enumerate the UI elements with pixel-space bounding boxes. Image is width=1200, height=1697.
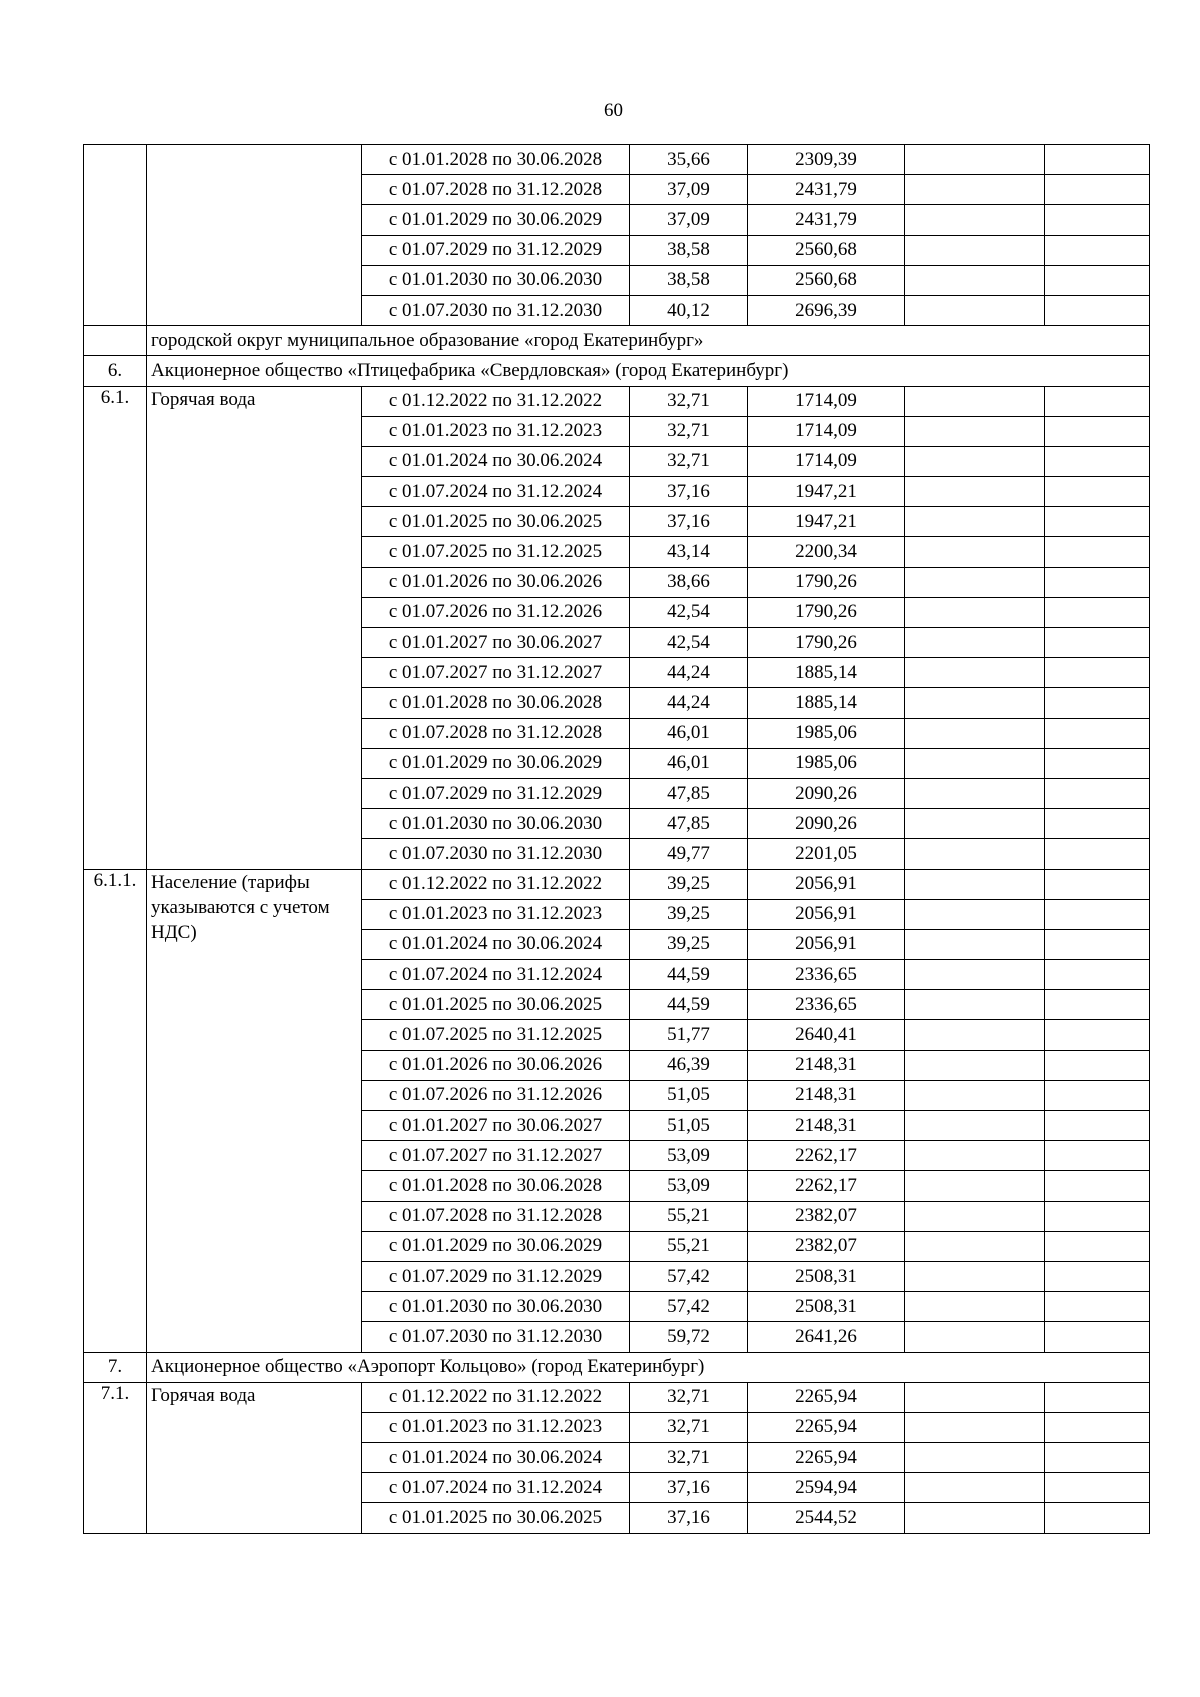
section-heading: городской округ муниципальное образование «город Екатеринбург» xyxy=(147,326,1150,356)
empty-cell-1 xyxy=(905,597,1045,627)
value-cell-1: 53,09 xyxy=(630,1171,748,1201)
value-cell-1: 55,21 xyxy=(630,1231,748,1261)
empty-cell-2 xyxy=(1045,1231,1150,1261)
period-cell: с 01.01.2029 по 30.06.2029 xyxy=(362,1231,630,1261)
period-cell: с 01.01.2025 по 30.06.2025 xyxy=(362,1503,630,1533)
table-row xyxy=(84,1382,1150,1412)
value-cell-2: 2090,26 xyxy=(748,809,905,839)
empty-cell-2 xyxy=(1045,1111,1150,1141)
item-name: Горячая вода xyxy=(147,386,362,869)
period-cell: с 01.01.2029 по 30.06.2029 xyxy=(362,748,630,778)
value-cell-2: 2640,41 xyxy=(748,1020,905,1050)
value-cell-1: 39,25 xyxy=(630,899,748,929)
value-cell-1: 55,21 xyxy=(630,1201,748,1231)
section-number xyxy=(84,326,147,356)
empty-cell-2 xyxy=(1045,477,1150,507)
period-cell: с 01.07.2024 по 31.12.2024 xyxy=(362,960,630,990)
period-cell: с 01.07.2030 по 31.12.2030 xyxy=(362,1322,630,1352)
value-cell-1: 53,09 xyxy=(630,1141,748,1171)
value-cell-1: 32,71 xyxy=(630,1443,748,1473)
value-cell-1: 32,71 xyxy=(630,1412,748,1442)
empty-cell-1 xyxy=(905,1171,1045,1201)
empty-cell-2 xyxy=(1045,1503,1150,1533)
empty-cell-1 xyxy=(905,839,1045,869)
item-number: 6.1. xyxy=(84,386,147,869)
empty-cell-1 xyxy=(905,1443,1045,1473)
value-cell-1: 40,12 xyxy=(630,295,748,325)
empty-cell-2 xyxy=(1045,1020,1150,1050)
empty-cell-1 xyxy=(905,205,1045,235)
period-cell: с 01.07.2028 по 31.12.2028 xyxy=(362,718,630,748)
period-cell: с 01.01.2028 по 30.06.2028 xyxy=(362,1171,630,1201)
empty-cell-2 xyxy=(1045,235,1150,265)
value-cell-1: 57,42 xyxy=(630,1292,748,1322)
period-cell: с 01.01.2025 по 30.06.2025 xyxy=(362,507,630,537)
period-cell: с 01.01.2023 по 31.12.2023 xyxy=(362,899,630,929)
value-cell-2: 2262,17 xyxy=(748,1141,905,1171)
empty-cell-2 xyxy=(1045,748,1150,778)
period-cell: с 01.07.2029 по 31.12.2029 xyxy=(362,235,630,265)
value-cell-1: 37,16 xyxy=(630,507,748,537)
value-cell-2: 2508,31 xyxy=(748,1261,905,1291)
period-cell: с 01.01.2027 по 30.06.2027 xyxy=(362,628,630,658)
empty-cell-2 xyxy=(1045,628,1150,658)
value-cell-1: 32,71 xyxy=(630,446,748,476)
empty-cell-1 xyxy=(905,1292,1045,1322)
value-cell-1: 44,59 xyxy=(630,990,748,1020)
value-cell-2: 2265,94 xyxy=(748,1443,905,1473)
empty-cell-2 xyxy=(1045,1050,1150,1080)
empty-cell-1 xyxy=(905,265,1045,295)
organization-row xyxy=(84,1352,1150,1382)
empty-cell-2 xyxy=(1045,567,1150,597)
empty-cell-1 xyxy=(905,507,1045,537)
value-cell-1: 38,58 xyxy=(630,265,748,295)
empty-cell-2 xyxy=(1045,446,1150,476)
value-cell-1: 44,59 xyxy=(630,960,748,990)
value-cell-1: 38,58 xyxy=(630,235,748,265)
value-cell-2: 2544,52 xyxy=(748,1503,905,1533)
empty-cell-2 xyxy=(1045,416,1150,446)
empty-cell-2 xyxy=(1045,990,1150,1020)
period-cell: с 01.07.2026 по 31.12.2026 xyxy=(362,597,630,627)
empty-cell-2 xyxy=(1045,1080,1150,1110)
value-cell-1: 39,25 xyxy=(630,929,748,959)
item-number: 6.1.1. xyxy=(84,869,147,1352)
period-cell: с 01.07.2026 по 31.12.2026 xyxy=(362,1080,630,1110)
empty-cell-2 xyxy=(1045,1141,1150,1171)
value-cell-2: 2382,07 xyxy=(748,1231,905,1261)
value-cell-1: 32,71 xyxy=(630,416,748,446)
empty-cell-2 xyxy=(1045,1261,1150,1291)
empty-cell-1 xyxy=(905,295,1045,325)
period-cell: с 01.12.2022 по 31.12.2022 xyxy=(362,1382,630,1412)
value-cell-2: 1790,26 xyxy=(748,567,905,597)
period-cell: с 01.07.2027 по 31.12.2027 xyxy=(362,658,630,688)
value-cell-1: 37,09 xyxy=(630,205,748,235)
value-cell-2: 2265,94 xyxy=(748,1412,905,1442)
item-name: Население (тарифы указываются с учетом НДС) xyxy=(147,869,362,1352)
period-cell: с 01.07.2029 по 31.12.2029 xyxy=(362,778,630,808)
value-cell-2: 2148,31 xyxy=(748,1080,905,1110)
empty-cell-1 xyxy=(905,688,1045,718)
section-number: 6. xyxy=(84,356,147,386)
empty-cell-1 xyxy=(905,778,1045,808)
empty-cell-1 xyxy=(905,809,1045,839)
value-cell-1: 51,77 xyxy=(630,1020,748,1050)
empty-cell-2 xyxy=(1045,1443,1150,1473)
empty-cell-2 xyxy=(1045,839,1150,869)
period-cell: с 01.07.2028 по 31.12.2028 xyxy=(362,175,630,205)
period-cell: с 01.12.2022 по 31.12.2022 xyxy=(362,869,630,899)
period-cell: с 01.01.2023 по 31.12.2023 xyxy=(362,416,630,446)
value-cell-2: 2090,26 xyxy=(748,778,905,808)
empty-cell-1 xyxy=(905,748,1045,778)
value-cell-1: 37,16 xyxy=(630,1503,748,1533)
table-row xyxy=(84,386,1150,416)
empty-cell-1 xyxy=(905,1382,1045,1412)
empty-cell-2 xyxy=(1045,899,1150,929)
empty-cell-1 xyxy=(905,658,1045,688)
period-cell: с 01.01.2024 по 30.06.2024 xyxy=(362,446,630,476)
value-cell-2: 1885,14 xyxy=(748,688,905,718)
empty-cell-2 xyxy=(1045,718,1150,748)
organization-row xyxy=(84,356,1150,386)
table-row xyxy=(84,145,1150,175)
value-cell-2: 2431,79 xyxy=(748,175,905,205)
section-heading: Акционерное общество «Птицефабрика «Свердловская» (город Екатеринбург) xyxy=(147,356,1150,386)
value-cell-2: 2262,17 xyxy=(748,1171,905,1201)
empty-cell-1 xyxy=(905,1261,1045,1291)
value-cell-2: 2148,31 xyxy=(748,1050,905,1080)
value-cell-2: 2594,94 xyxy=(748,1473,905,1503)
empty-cell-2 xyxy=(1045,386,1150,416)
value-cell-2: 2560,68 xyxy=(748,265,905,295)
value-cell-1: 39,25 xyxy=(630,869,748,899)
period-cell: с 01.01.2025 по 30.06.2025 xyxy=(362,990,630,1020)
value-cell-2: 2560,68 xyxy=(748,235,905,265)
period-cell: с 01.07.2024 по 31.12.2024 xyxy=(362,1473,630,1503)
empty-cell-2 xyxy=(1045,537,1150,567)
value-cell-1: 32,71 xyxy=(630,1382,748,1412)
value-cell-1: 37,16 xyxy=(630,477,748,507)
empty-cell-1 xyxy=(905,446,1045,476)
empty-cell-1 xyxy=(905,628,1045,658)
value-cell-1: 35,66 xyxy=(630,145,748,175)
value-cell-1: 44,24 xyxy=(630,658,748,688)
empty-cell-1 xyxy=(905,477,1045,507)
value-cell-2: 2201,05 xyxy=(748,839,905,869)
value-cell-2: 2056,91 xyxy=(748,929,905,959)
value-cell-1: 46,39 xyxy=(630,1050,748,1080)
value-cell-2: 1947,21 xyxy=(748,477,905,507)
section-number: 7. xyxy=(84,1352,147,1382)
period-cell: с 01.01.2024 по 30.06.2024 xyxy=(362,929,630,959)
empty-cell-2 xyxy=(1045,778,1150,808)
period-cell: с 01.01.2030 по 30.06.2030 xyxy=(362,809,630,839)
empty-cell-2 xyxy=(1045,205,1150,235)
value-cell-1: 32,71 xyxy=(630,386,748,416)
period-cell: с 01.01.2026 по 30.06.2026 xyxy=(362,567,630,597)
empty-cell-2 xyxy=(1045,1412,1150,1442)
value-cell-2: 1714,09 xyxy=(748,386,905,416)
empty-cell-2 xyxy=(1045,809,1150,839)
value-cell-1: 51,05 xyxy=(630,1080,748,1110)
value-cell-2: 1985,06 xyxy=(748,748,905,778)
empty-cell-1 xyxy=(905,990,1045,1020)
empty-cell-2 xyxy=(1045,295,1150,325)
empty-cell-1 xyxy=(905,929,1045,959)
value-cell-2: 2696,39 xyxy=(748,295,905,325)
value-cell-1: 47,85 xyxy=(630,778,748,808)
value-cell-1: 37,09 xyxy=(630,175,748,205)
value-cell-1: 38,66 xyxy=(630,567,748,597)
value-cell-2: 2382,07 xyxy=(748,1201,905,1231)
value-cell-2: 2641,26 xyxy=(748,1322,905,1352)
value-cell-2: 1790,26 xyxy=(748,597,905,627)
value-cell-1: 59,72 xyxy=(630,1322,748,1352)
period-cell: с 01.07.2029 по 31.12.2029 xyxy=(362,1261,630,1291)
empty-cell-2 xyxy=(1045,1171,1150,1201)
table-row xyxy=(84,869,1150,899)
value-cell-2: 1714,09 xyxy=(748,416,905,446)
empty-cell-1 xyxy=(905,567,1045,597)
period-cell: с 01.12.2022 по 31.12.2022 xyxy=(362,386,630,416)
empty-cell-1 xyxy=(905,869,1045,899)
value-cell-1: 46,01 xyxy=(630,748,748,778)
value-cell-2: 1885,14 xyxy=(748,658,905,688)
value-cell-2: 2056,91 xyxy=(748,869,905,899)
period-cell: с 01.01.2030 по 30.06.2030 xyxy=(362,265,630,295)
period-cell: с 01.01.2030 по 30.06.2030 xyxy=(362,1292,630,1322)
value-cell-1: 47,85 xyxy=(630,809,748,839)
empty-cell-2 xyxy=(1045,1382,1150,1412)
value-cell-2: 2431,79 xyxy=(748,205,905,235)
empty-cell-1 xyxy=(905,1020,1045,1050)
empty-num-cell xyxy=(84,145,147,326)
value-cell-2: 2265,94 xyxy=(748,1382,905,1412)
empty-cell-1 xyxy=(905,1503,1045,1533)
empty-cell-2 xyxy=(1045,929,1150,959)
value-cell-1: 43,14 xyxy=(630,537,748,567)
period-cell: с 01.07.2025 по 31.12.2025 xyxy=(362,537,630,567)
value-cell-1: 44,24 xyxy=(630,688,748,718)
value-cell-2: 2508,31 xyxy=(748,1292,905,1322)
empty-cell-2 xyxy=(1045,869,1150,899)
period-cell: с 01.07.2030 по 31.12.2030 xyxy=(362,295,630,325)
value-cell-2: 2148,31 xyxy=(748,1111,905,1141)
value-cell-2: 1714,09 xyxy=(748,446,905,476)
value-cell-1: 37,16 xyxy=(630,1473,748,1503)
item-number: 7.1. xyxy=(84,1382,147,1533)
period-cell: с 01.01.2026 по 30.06.2026 xyxy=(362,1050,630,1080)
empty-cell-1 xyxy=(905,145,1045,175)
empty-cell-1 xyxy=(905,386,1045,416)
period-cell: с 01.01.2028 по 30.06.2028 xyxy=(362,145,630,175)
empty-cell-1 xyxy=(905,1111,1045,1141)
empty-cell-2 xyxy=(1045,597,1150,627)
period-cell: с 01.01.2027 по 30.06.2027 xyxy=(362,1111,630,1141)
section-heading: Акционерное общество «Аэропорт Кольцово» (город Екатеринбург) xyxy=(147,1352,1150,1382)
value-cell-2: 2200,34 xyxy=(748,537,905,567)
value-cell-2: 2309,39 xyxy=(748,145,905,175)
value-cell-2: 2336,65 xyxy=(748,990,905,1020)
period-cell: с 01.01.2024 по 30.06.2024 xyxy=(362,1443,630,1473)
empty-cell-2 xyxy=(1045,960,1150,990)
period-cell: с 01.07.2025 по 31.12.2025 xyxy=(362,1020,630,1050)
empty-cell-1 xyxy=(905,1201,1045,1231)
empty-cell-2 xyxy=(1045,1473,1150,1503)
value-cell-1: 57,42 xyxy=(630,1261,748,1291)
empty-cell-1 xyxy=(905,1322,1045,1352)
value-cell-1: 42,54 xyxy=(630,597,748,627)
value-cell-2: 1947,21 xyxy=(748,507,905,537)
region-heading-row xyxy=(84,326,1150,356)
period-cell: с 01.07.2027 по 31.12.2027 xyxy=(362,1141,630,1171)
empty-cell-1 xyxy=(905,537,1045,567)
empty-cell-1 xyxy=(905,1473,1045,1503)
period-cell: с 01.01.2028 по 30.06.2028 xyxy=(362,688,630,718)
empty-cell-1 xyxy=(905,718,1045,748)
period-cell: с 01.07.2030 по 31.12.2030 xyxy=(362,839,630,869)
page-number: 60 xyxy=(604,100,623,121)
empty-cell-1 xyxy=(905,899,1045,929)
period-cell: с 01.01.2023 по 31.12.2023 xyxy=(362,1412,630,1442)
empty-cell-2 xyxy=(1045,1201,1150,1231)
value-cell-1: 46,01 xyxy=(630,718,748,748)
value-cell-1: 49,77 xyxy=(630,839,748,869)
empty-cell-1 xyxy=(905,235,1045,265)
period-cell: с 01.07.2028 по 31.12.2028 xyxy=(362,1201,630,1231)
empty-cell-2 xyxy=(1045,507,1150,537)
empty-cell-1 xyxy=(905,1141,1045,1171)
item-name: Горячая вода xyxy=(147,1382,362,1533)
value-cell-1: 51,05 xyxy=(630,1111,748,1141)
empty-cell-2 xyxy=(1045,265,1150,295)
empty-cell-1 xyxy=(905,1231,1045,1261)
empty-cell-2 xyxy=(1045,175,1150,205)
empty-cell-2 xyxy=(1045,1322,1150,1352)
empty-cell-1 xyxy=(905,416,1045,446)
empty-cell-2 xyxy=(1045,688,1150,718)
value-cell-1: 42,54 xyxy=(630,628,748,658)
empty-cell-1 xyxy=(905,1050,1045,1080)
empty-cell-2 xyxy=(1045,658,1150,688)
value-cell-2: 1790,26 xyxy=(748,628,905,658)
empty-name-cell xyxy=(147,145,362,326)
empty-cell-1 xyxy=(905,1080,1045,1110)
value-cell-2: 2056,91 xyxy=(748,899,905,929)
empty-cell-1 xyxy=(905,175,1045,205)
empty-cell-1 xyxy=(905,960,1045,990)
value-cell-2: 1985,06 xyxy=(748,718,905,748)
period-cell: с 01.01.2029 по 30.06.2029 xyxy=(362,205,630,235)
empty-cell-2 xyxy=(1045,1292,1150,1322)
value-cell-2: 2336,65 xyxy=(748,960,905,990)
empty-cell-1 xyxy=(905,1412,1045,1442)
empty-cell-2 xyxy=(1045,145,1150,175)
period-cell: с 01.07.2024 по 31.12.2024 xyxy=(362,477,630,507)
tariff-table xyxy=(83,144,1150,1534)
